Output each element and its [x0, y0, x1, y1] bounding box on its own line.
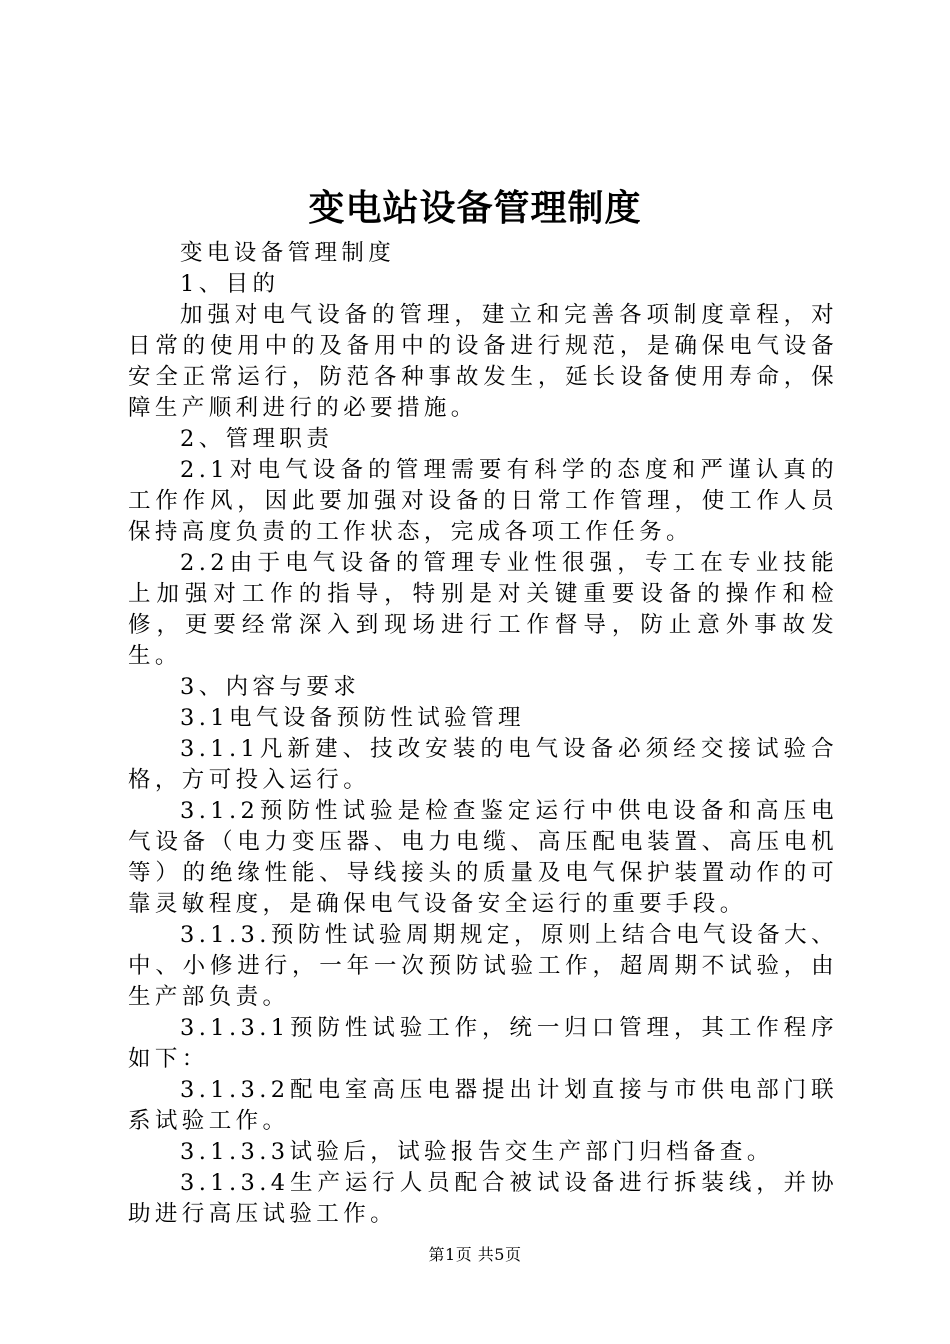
heading-responsibilities: 2、管理职责: [180, 426, 334, 452]
paragraph-3-1-3: 3.1.3.预防性试验周期规定，原则上结合电气设备大、中、小修进行，一年一次预防试验工作，超周期不试验，由生产部负责。: [128, 922, 838, 1010]
heading-3-1: 3.1电气设备预防性试验管理: [180, 705, 525, 731]
document-title: 变电站设备管理制度: [308, 187, 642, 229]
paragraph-3-1-1: 3.1.1凡新建、技改安装的电气设备必须经交接试验合格，方可投入运行。: [128, 736, 838, 793]
paragraph-3-1-3-3: 3.1.3.3试验后，试验报告交生产部门归档备查。: [180, 1139, 774, 1165]
document-body: [128, 238, 838, 1230]
paragraph-purpose: 加强对电气设备的管理，建立和完善各项制度章程，对日常的使用中的及备用中的设备进行规范，是确保电气设备安全正常运行，防范各种事故发生，延长设备使用寿命，保障生产顺利进行的必要措施。: [128, 302, 838, 421]
heading-purpose: 1、目的: [180, 271, 280, 297]
paragraph-subtitle: 变电设备管理制度: [180, 240, 396, 266]
paragraph-3-1-3-2: 3.1.3.2配电室高压电器提出计划直接与市供电部门联系试验工作。: [128, 1077, 838, 1134]
paragraph-2-1: 2.1对电气设备的管理需要有科学的态度和严谨认真的工作作风，因此要加强对设备的日常工作管理，使工作人员保持高度负责的工作状态，完成各项工作任务。: [128, 457, 838, 545]
paragraph-3-1-2: 3.1.2预防性试验是检查鉴定运行中供电设备和高压电气设备（电力变压器、电力电缆、高压配电装置、高压电机等）的绝缘性能、导线接头的质量及电气保护装置动作的可靠灵敏程度，是确保电气设备安全运行的重要手段。: [128, 798, 838, 917]
page-footer: 第1页 共5页: [428, 1245, 522, 1264]
paragraph-3-1-3-1: 3.1.3.1预防性试验工作，统一归口管理，其工作程序如下：: [128, 1015, 838, 1072]
heading-content-requirements: 3、内容与要求: [180, 674, 361, 700]
paragraph-2-2: 2.2由于电气设备的管理专业性很强，专工在专业技能上加强对工作的指导，特别是对关键重要设备的操作和检修，更要经常深入到现场进行工作督导，防止意外事故发生。: [128, 550, 838, 669]
paragraph-3-1-3-4: 3.1.3.4生产运行人员配合被试设备进行拆装线，并协助进行高压试验工作。: [128, 1170, 838, 1227]
